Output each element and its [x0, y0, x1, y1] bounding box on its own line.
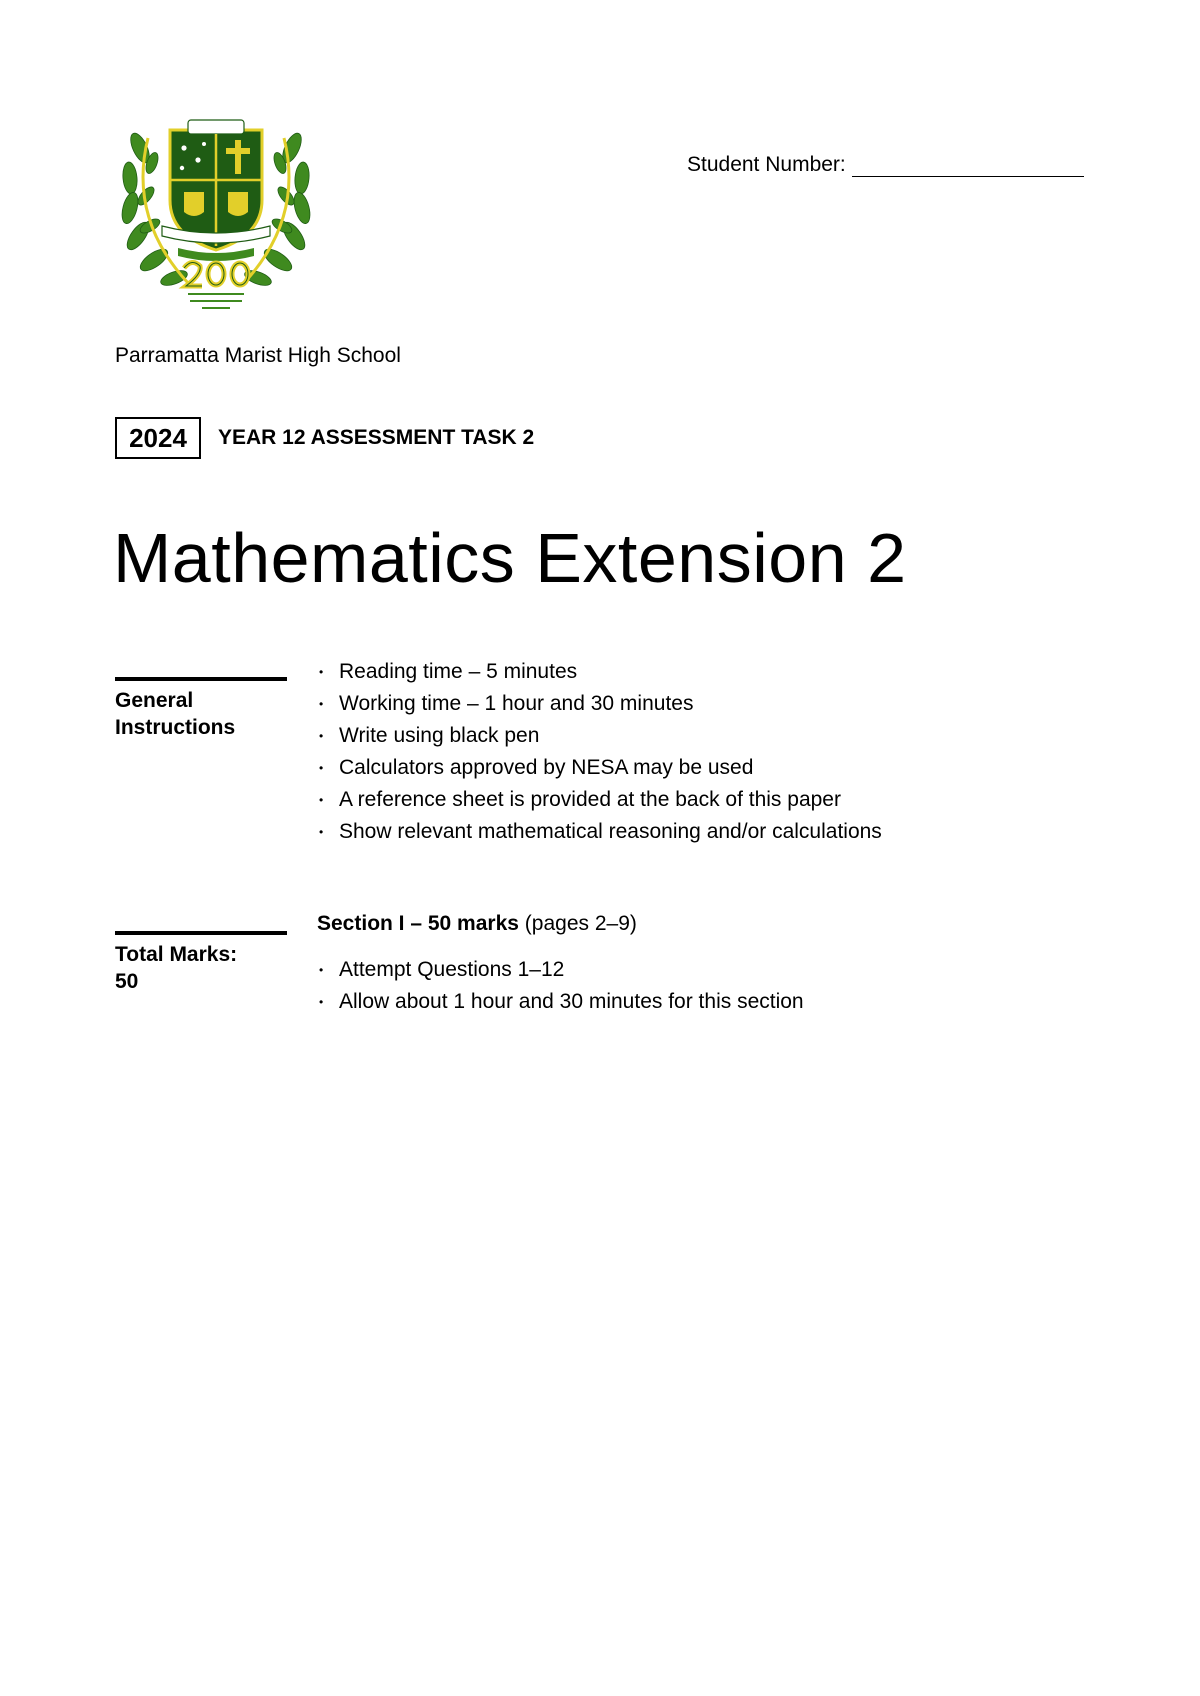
school-name: Parramatta Marist High School	[115, 344, 401, 367]
student-number-field[interactable]	[687, 153, 1084, 177]
instruction-item: • Working time – 1 hour and 30 minutes	[317, 688, 882, 720]
bullet-icon: •	[319, 665, 324, 679]
instruction-item: • A reference sheet is provided at the back of this paper	[317, 784, 882, 816]
section-heading	[317, 912, 637, 936]
section-instructions-list	[317, 954, 804, 1018]
section-item: • Attempt Questions 1–12	[317, 954, 804, 986]
subject-title: Mathematics Extension 2	[113, 519, 907, 597]
section-pages: (pages 2–9)	[524, 912, 637, 935]
section-item: • Allow about 1 hour and 30 minutes for this section	[317, 986, 804, 1018]
total-marks-label	[115, 941, 285, 995]
school-crest-logo	[118, 108, 314, 320]
bullet-icon: •	[319, 729, 324, 743]
bullet-icon: •	[319, 761, 324, 775]
general-instructions-rule	[115, 677, 287, 681]
bullet-icon: •	[319, 995, 324, 1009]
bullet-icon: •	[319, 697, 324, 711]
instruction-item: • Calculators approved by NESA may be used	[317, 752, 882, 784]
student-number-blank-line[interactable]	[852, 156, 1084, 177]
total-marks-rule	[115, 931, 287, 935]
general-instructions-list	[317, 656, 882, 848]
student-number-label: Student Number:	[687, 153, 846, 176]
year-box: 2024	[115, 417, 201, 459]
instruction-item: • Reading time – 5 minutes	[317, 656, 882, 688]
bullet-icon: •	[319, 825, 324, 839]
total-marks-value: 50	[115, 970, 139, 993]
bullet-icon: •	[319, 963, 324, 977]
bullet-icon: •	[319, 793, 324, 807]
total-marks-heading: Total Marks:	[115, 943, 238, 966]
instruction-item: • Show relevant mathematical reasoning and/or calculations	[317, 816, 882, 848]
section-title: Section I – 50 marks	[317, 912, 519, 935]
task-title: YEAR 12 ASSESSMENT TASK 2	[218, 426, 535, 449]
instruction-item: • Write using black pen	[317, 720, 882, 752]
general-instructions-label: General Instructions	[115, 689, 236, 739]
